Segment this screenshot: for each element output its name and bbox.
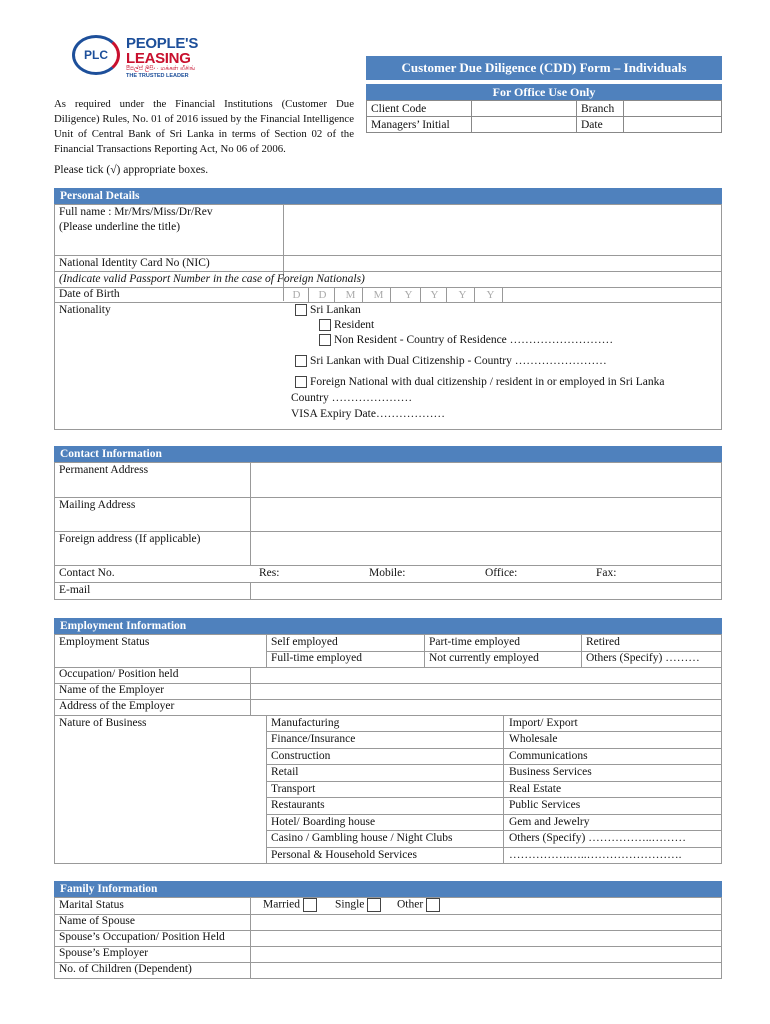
- nic-label: National Identity Card No (NIC): [59, 257, 210, 269]
- children-count-field[interactable]: [252, 964, 719, 977]
- dob-month-1: M: [339, 288, 363, 302]
- single-checkbox[interactable]: [367, 898, 381, 912]
- married-checkbox[interactable]: [303, 898, 317, 912]
- branch-label: Branch: [577, 101, 624, 117]
- personal-details-header: Personal Details: [54, 188, 722, 204]
- date-label: Date: [577, 117, 624, 133]
- client-code-label: Client Code: [367, 101, 472, 117]
- nature-of-business-label: Nature of Business: [59, 717, 147, 729]
- full-time-option[interactable]: Full-time employed: [271, 652, 363, 664]
- spouse-occupation-field[interactable]: [252, 932, 719, 945]
- other-status-label: Other: [397, 898, 424, 911]
- logo-text-line2: LEASING: [126, 50, 191, 67]
- employer-field[interactable]: [252, 685, 719, 698]
- self-employed-option[interactable]: Self employed: [271, 636, 338, 648]
- business-import-export[interactable]: Import/ Export: [509, 717, 578, 729]
- email-field[interactable]: [252, 584, 719, 599]
- spouse-employer-label: Spouse’s Employer: [59, 947, 149, 959]
- foreign-country-label: Country …………………: [291, 392, 413, 404]
- res-phone-label: Res:: [259, 567, 280, 579]
- resident-label: Resident: [334, 319, 375, 331]
- employer-address-label: Address of the Employer: [59, 700, 175, 712]
- family-info-header: Family Information: [54, 881, 722, 897]
- other-status-checkbox[interactable]: [426, 898, 440, 912]
- mailing-address-label: Mailing Address: [59, 499, 136, 511]
- form-title: Customer Due Diligence (CDD) Form – Individuals: [366, 56, 722, 80]
- business-manufacturing[interactable]: Manufacturing: [271, 717, 340, 729]
- not-employed-option[interactable]: Not currently employed: [429, 652, 539, 664]
- retired-option[interactable]: Retired: [586, 636, 620, 648]
- business-personal-services[interactable]: Personal & Household Services: [271, 849, 417, 861]
- business-public-services[interactable]: Public Services: [509, 799, 581, 811]
- part-time-option[interactable]: Part-time employed: [429, 636, 521, 648]
- business-wholesale[interactable]: Wholesale: [509, 733, 558, 745]
- nic-field[interactable]: [285, 257, 719, 270]
- employment-info-section: [54, 634, 722, 864]
- others-option[interactable]: Others (Specify) ………: [586, 652, 700, 664]
- occupation-field[interactable]: [252, 669, 719, 682]
- business-others-specify[interactable]: …………….…..…………………….: [509, 849, 682, 861]
- permanent-address-field[interactable]: [252, 465, 719, 496]
- passport-note: (Indicate valid Passport Number in the case of Foreign Nationals): [59, 273, 365, 285]
- visa-expiry-label: VISA Expiry Date………………: [291, 408, 445, 420]
- business-others[interactable]: Others (Specify) ……………..………: [509, 832, 686, 844]
- dob-year-4: Y: [479, 288, 503, 302]
- managers-initial-field[interactable]: [472, 117, 577, 133]
- employer-address-field[interactable]: [252, 701, 719, 714]
- logo-tagline: THE TRUSTED LEADER: [126, 73, 189, 79]
- dob-field[interactable]: [285, 288, 525, 302]
- intro-paragraph: As required under the Financial Institutions (Customer Due Diligence) Rules, No. 01 of 2016 issued by the Financial Intelligence Unit of Central Bank of Sri Lanka in terms of Section 02 of the Financial Transactions Reporting Act, No 06 of 2006.: [54, 98, 354, 155]
- dob-year-3: Y: [451, 288, 475, 302]
- spouse-occupation-label: Spouse’s Occupation/ Position Held: [59, 931, 225, 943]
- full-name-field[interactable]: [285, 207, 719, 253]
- dob-month-2: M: [367, 288, 391, 302]
- marital-status-label: Marital Status: [59, 899, 124, 911]
- foreign-address-label: Foreign address (If applicable): [59, 533, 201, 545]
- logo-mark: PLC: [72, 35, 120, 75]
- foreign-address-field[interactable]: [252, 533, 719, 564]
- business-casino[interactable]: Casino / Gambling house / Night Clubs: [271, 832, 453, 844]
- client-code-field[interactable]: [472, 101, 577, 117]
- office-use-header: For Office Use Only: [366, 84, 722, 100]
- branch-field[interactable]: [624, 101, 722, 117]
- dob-day-2: D: [311, 288, 335, 302]
- mobile-label: Mobile:: [369, 567, 406, 579]
- employment-info-header: Employment Information: [54, 618, 722, 634]
- dob-label: Date of Birth: [59, 288, 120, 300]
- business-finance[interactable]: Finance/Insurance: [271, 733, 356, 745]
- single-label: Single: [335, 898, 365, 911]
- logo-tagline-local: පීපල්ස් ලීසිං · மக்கள் லீசிங்: [126, 66, 195, 72]
- business-construction[interactable]: Construction: [271, 750, 331, 762]
- foreign-national-label: Foreign National with dual citizenship / resident in or employed in Sri Lanka: [310, 376, 665, 388]
- business-transport[interactable]: Transport: [271, 783, 316, 795]
- office-date-field[interactable]: [624, 117, 722, 133]
- fax-label: Fax:: [596, 567, 617, 579]
- email-label: E-mail: [59, 584, 91, 596]
- personal-details-section: [54, 204, 722, 430]
- business-gem-jewelry[interactable]: Gem and Jewelry: [509, 816, 590, 828]
- foreign-national-checkbox[interactable]: [295, 376, 307, 388]
- employer-label: Name of the Employer: [59, 684, 165, 696]
- permanent-address-label: Permanent Address: [59, 464, 149, 476]
- tick-instruction: Please tick (√) appropriate boxes.: [54, 164, 209, 176]
- business-restaurants[interactable]: Restaurants: [271, 799, 325, 811]
- business-services[interactable]: Business Services: [509, 766, 592, 778]
- non-resident-label: Non Resident - Country of Residence ………………………: [334, 334, 614, 346]
- employment-status-label: Employment Status: [59, 636, 150, 648]
- managers-initial-label: Managers’ Initial: [367, 117, 472, 133]
- logo-text-line1: PEOPLE'S: [126, 35, 199, 52]
- full-name-note: (Please underline the title): [59, 221, 181, 233]
- dob-year-1: Y: [397, 288, 421, 302]
- dual-citizenship-checkbox[interactable]: [295, 355, 307, 367]
- occupation-label: Occupation/ Position held: [59, 668, 179, 680]
- nationality-label: Nationality: [59, 304, 111, 316]
- spouse-name-field[interactable]: [252, 916, 719, 929]
- resident-checkbox[interactable]: [319, 319, 331, 331]
- office-phone-label: Office:: [485, 567, 518, 579]
- sri-lankan-label: Sri Lankan: [310, 304, 361, 316]
- contact-info-section: [54, 462, 722, 600]
- children-count-label: No. of Children (Dependent): [59, 963, 192, 975]
- dob-day-1: D: [285, 288, 309, 302]
- business-retail[interactable]: Retail: [271, 766, 299, 778]
- full-name-label: Full name : Mr/Mrs/Miss/Dr/Rev: [59, 206, 213, 218]
- business-real-estate[interactable]: Real Estate: [509, 783, 562, 795]
- spouse-name-label: Name of Spouse: [59, 915, 136, 927]
- office-use-box: [366, 84, 722, 133]
- family-info-section: [54, 897, 722, 979]
- mailing-address-field[interactable]: [252, 499, 719, 530]
- business-communications[interactable]: Communications: [509, 750, 588, 762]
- company-logo: [72, 33, 222, 85]
- non-resident-checkbox[interactable]: [319, 334, 331, 346]
- contact-info-header: Contact Information: [54, 446, 722, 462]
- sri-lankan-checkbox[interactable]: [295, 304, 307, 316]
- business-hotel[interactable]: Hotel/ Boarding house: [271, 816, 376, 828]
- contact-no-label: Contact No.: [59, 567, 115, 579]
- dob-year-2: Y: [423, 288, 447, 302]
- spouse-employer-field[interactable]: [252, 948, 719, 961]
- married-label: Married: [263, 898, 301, 911]
- dual-citizenship-label: Sri Lankan with Dual Citizenship - Country ……………………: [310, 355, 607, 367]
